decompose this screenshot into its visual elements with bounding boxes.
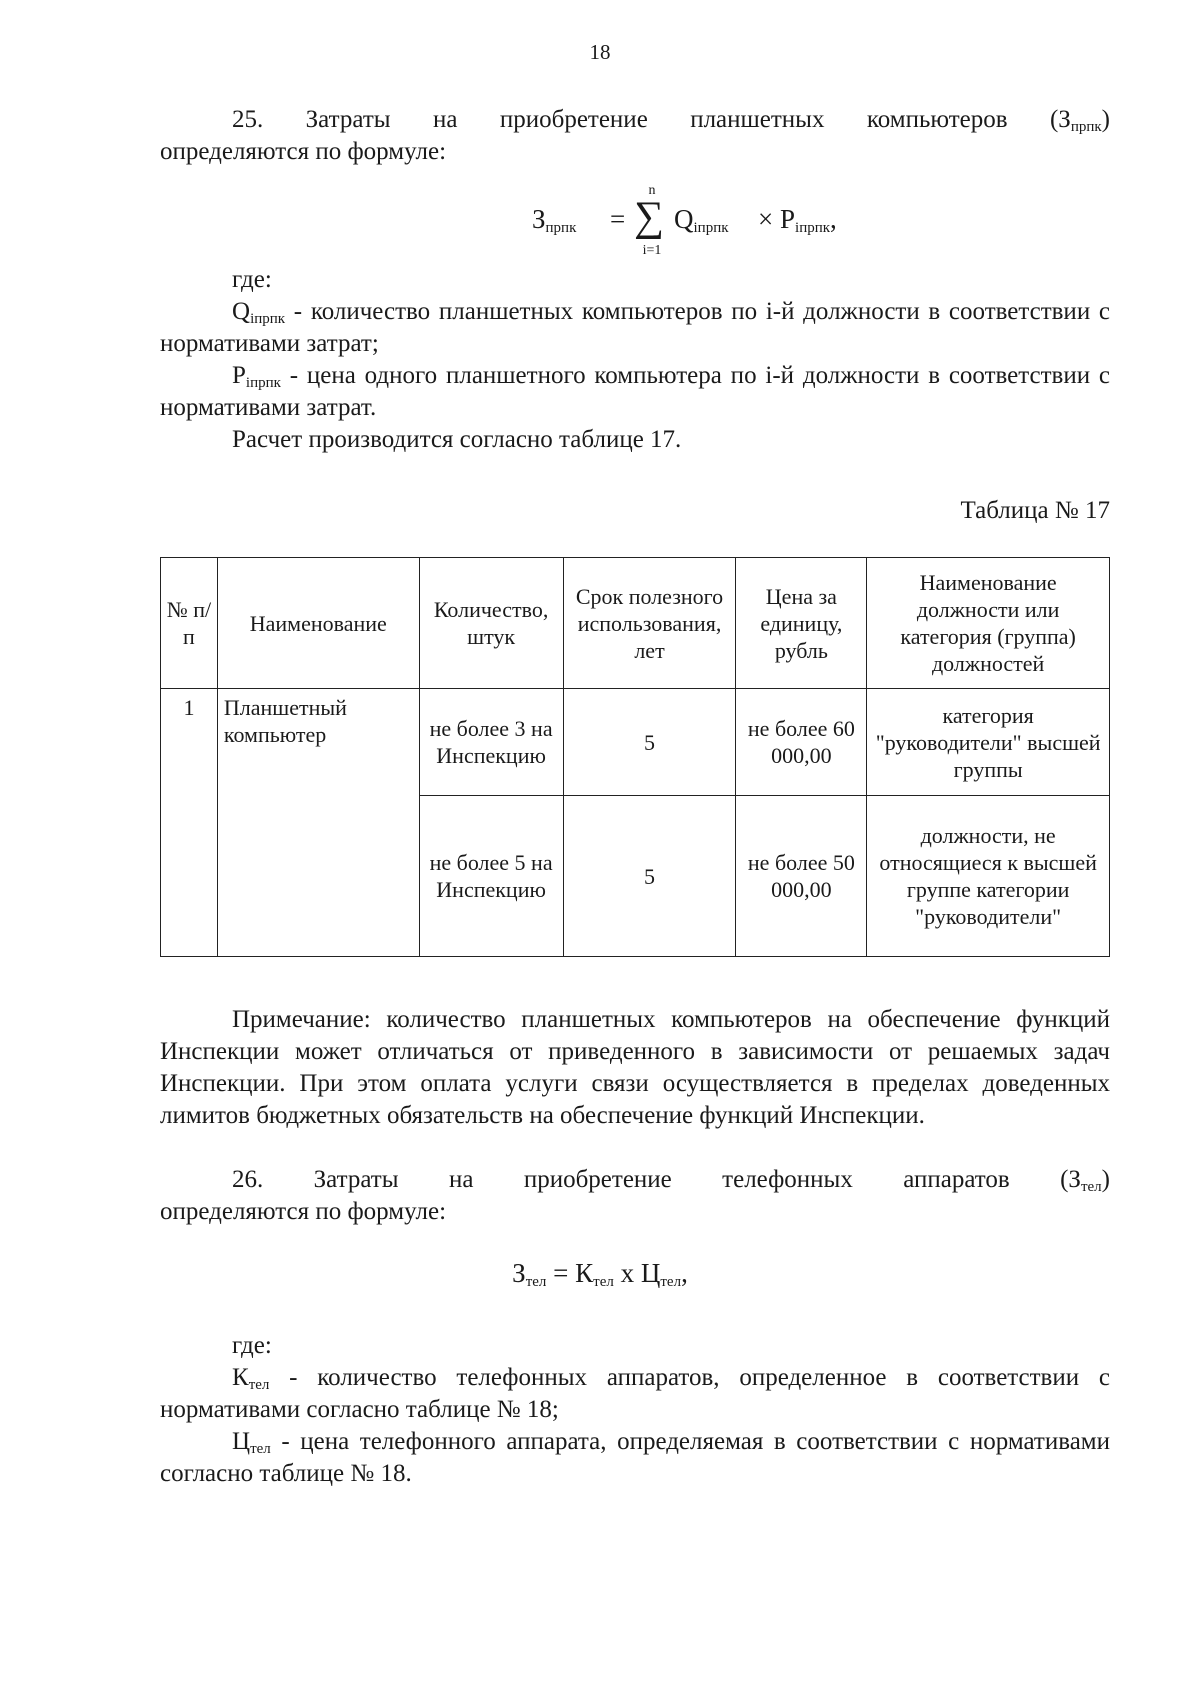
formula-tablet-costs [532, 183, 837, 263]
formula1-q [674, 204, 729, 235]
formula2-times: х [613, 1258, 641, 1288]
p-symbol-letter: P [232, 362, 246, 389]
formula2-z-symbol: З [512, 1258, 526, 1288]
header-position: Наименование должности или категория (группа) должностей [867, 558, 1110, 689]
cell-price: не более 60 000,00 [736, 689, 867, 796]
formula1-sum-lower: i=1 [642, 243, 662, 258]
formula1-sum [632, 183, 672, 263]
cell-position: категория "руководители" высшей группы [867, 689, 1110, 796]
c-symbol-letter: Ц [232, 1428, 251, 1455]
header-name: Наименование [217, 558, 419, 689]
q-definition-text: - количество планшетных компьютеров по i-й должности в соответствии с нормативами затрат; [160, 298, 1110, 357]
page-number: 18 [589, 40, 611, 64]
section-26-sub: тел [1080, 1179, 1102, 1195]
k-symbol-letter: К [232, 1364, 249, 1391]
section-26-paragraph [160, 1164, 1110, 1228]
formula1-times: × [758, 204, 774, 234]
c-definition-text: - цена телефонного аппарата, определяемая в соответствии с нормативами согласно таблице № 18. [160, 1428, 1110, 1487]
section-25-end: ) [1101, 106, 1110, 133]
k-definition [160, 1362, 1110, 1426]
formula1-comma: , [830, 204, 837, 234]
formula2-c-symbol: Ц [640, 1258, 661, 1288]
formula1-sum-upper: n [648, 183, 656, 198]
table-row [161, 689, 1110, 796]
c-definition [160, 1426, 1110, 1490]
cell-term: 5 [563, 689, 736, 796]
section-25-paragraph [160, 104, 1110, 168]
section-25-text: 25. Затраты на приобретение планшетных компьютеров (З [232, 106, 1071, 133]
p-definition-text: - цена одного планшетного компьютера по i-й должности в соответствии с нормативами затрат. [160, 362, 1110, 421]
q-symbol [232, 298, 285, 325]
where-label-2: где: [232, 1332, 272, 1359]
section-26-end: ) [1101, 1166, 1110, 1193]
table-header-row [161, 558, 1110, 689]
formula1-z-sub: прпк [545, 220, 577, 236]
formula2-z-sub: тел [525, 1274, 547, 1290]
header-price: Цена за единицу, рубль [736, 558, 867, 689]
sigma-icon: ∑ [634, 194, 664, 240]
formula2-comma: , [681, 1258, 688, 1288]
cell-quantity: не более 3 на Инспекцию [419, 689, 563, 796]
cell-position: должности, не относящиеся к высшей группе категории "руководители" [867, 796, 1110, 957]
header-number: № п/п [161, 558, 218, 689]
formula2-k-sub: тел [593, 1274, 614, 1290]
formula1-z [532, 204, 576, 235]
formula2-c-sub: тел [660, 1274, 682, 1290]
formula1-p [780, 204, 837, 235]
k-symbol-sub: тел [248, 1377, 270, 1393]
formula1-p-sub: iпрпк [795, 220, 831, 236]
tablet-norms-table [160, 557, 1110, 957]
calculation-note: Расчет производится согласно таблице 17. [232, 426, 682, 453]
formula1-p-symbol: P [780, 204, 796, 234]
formula1-q-symbol: Q [674, 204, 694, 234]
formula2-k-symbol: К [575, 1258, 594, 1288]
cell-quantity: не более 5 на Инспекцию [419, 796, 563, 957]
cell-term: 5 [563, 796, 736, 957]
cell-row-number: 1 [161, 689, 218, 957]
k-symbol [232, 1364, 269, 1391]
k-definition-text: - количество телефонных аппаратов, определенное в соответствии с нормативами согласно таблице № 18; [160, 1364, 1110, 1423]
table-caption: Таблица № 17 [960, 497, 1110, 524]
section-26-line2: определяются по формуле: [160, 1198, 447, 1225]
formula1-equals: = [610, 204, 626, 234]
p-symbol [232, 362, 281, 389]
p-definition [160, 360, 1110, 424]
cell-price: не более 50 000,00 [736, 796, 867, 957]
section-25-sub: прпк [1070, 119, 1102, 135]
p-symbol-sub: iпрпк [245, 375, 281, 391]
section-25-line2: определяются по формуле: [160, 138, 447, 165]
formula1-z-symbol: З [532, 204, 546, 234]
formula-phone-costs [0, 1258, 1200, 1289]
header-quantity: Количество, штук [419, 558, 563, 689]
where-label-1: где: [232, 266, 272, 293]
q-symbol-sub: iпрпк [250, 311, 286, 327]
c-symbol [232, 1428, 271, 1455]
q-definition [160, 296, 1110, 360]
formula2-equals: = [546, 1258, 576, 1288]
section-26-line1 [160, 1164, 1110, 1196]
formula1-q-sub: iпрпк [693, 220, 729, 236]
cell-item-name: Планшетный компьютер [217, 689, 419, 957]
c-symbol-sub: тел [250, 1441, 271, 1457]
section-25-line1 [160, 104, 1110, 136]
section-26-text: 26. Затраты на приобретение телефонных аппаратов (З [232, 1166, 1081, 1193]
table-note-paragraph: Примечание: количество планшетных компьютеров на обеспечение функций Инспекции может отличаться от приведенного в зависимости от решаемых задач Инспекции. При этом оплата услуги связи осуществляется в пределах доведенных лимитов бюджетных обязательств на обеспечение функций Инспекции. [160, 1006, 1110, 1129]
header-term: Срок полезного использования, лет [563, 558, 736, 689]
q-symbol-letter: Q [232, 298, 251, 325]
